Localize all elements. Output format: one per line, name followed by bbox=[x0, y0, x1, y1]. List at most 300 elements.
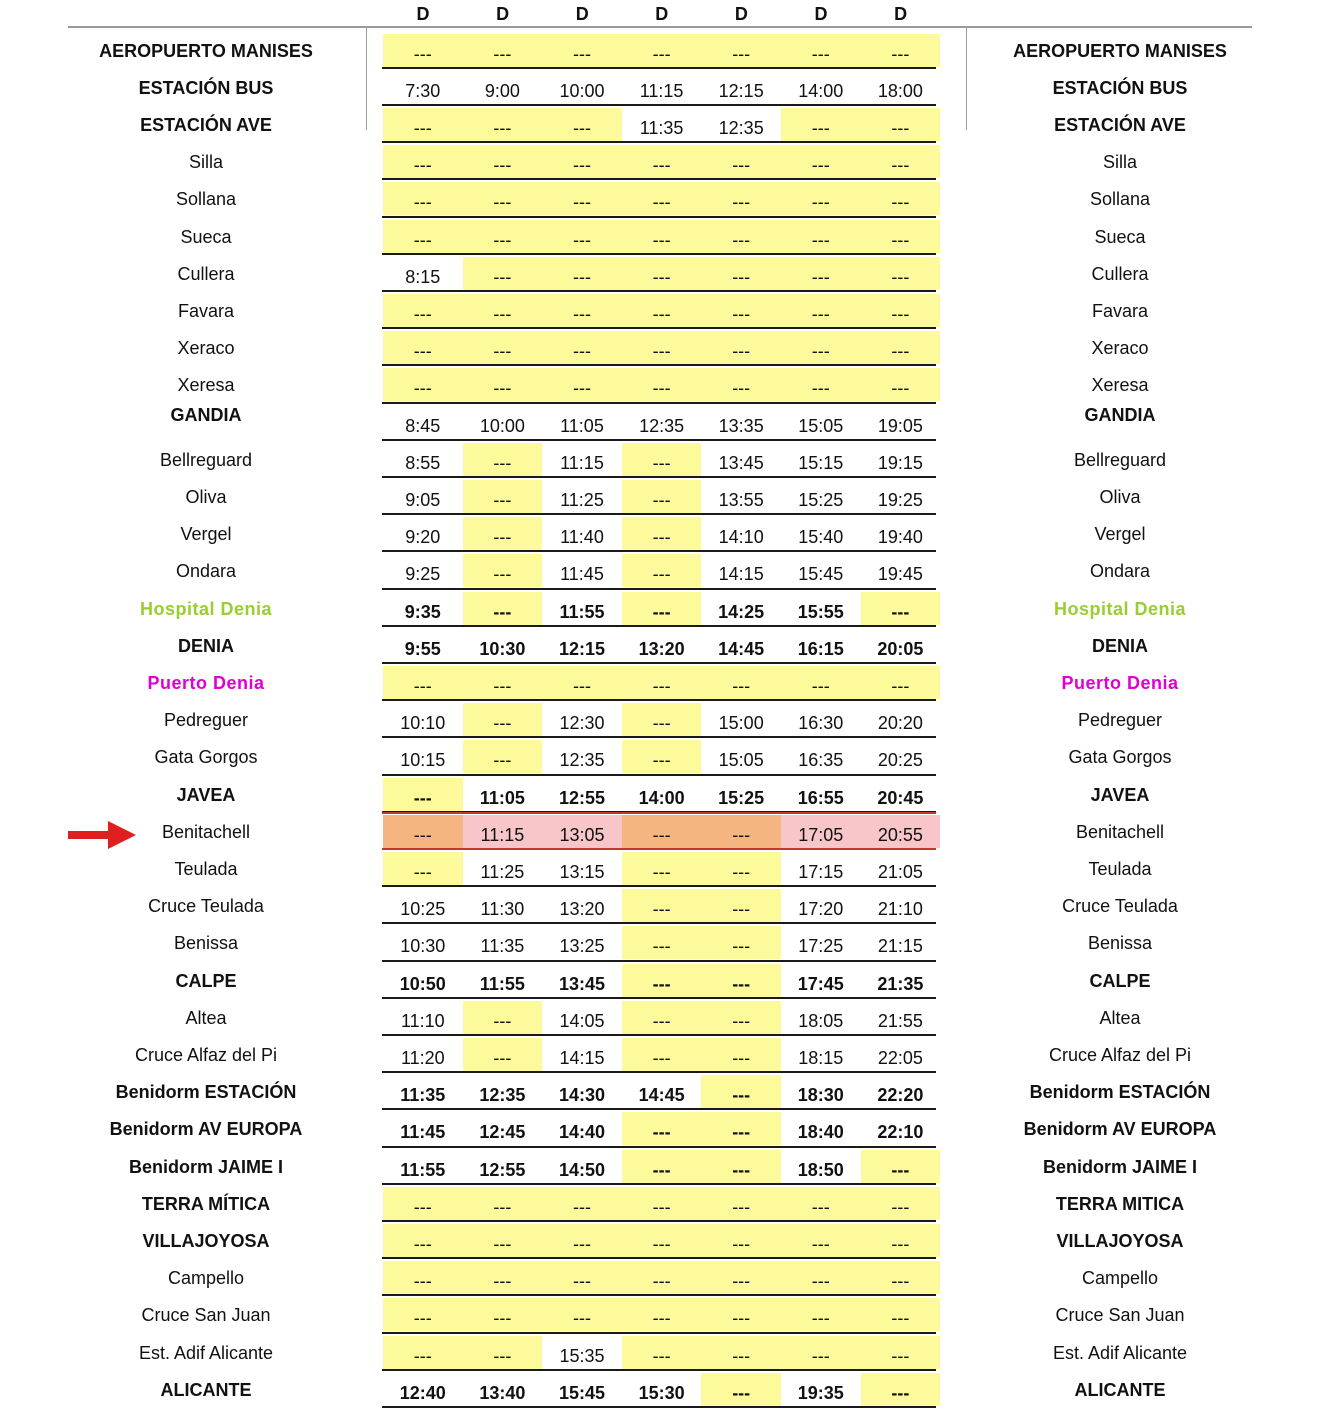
time-cell: 15:25 bbox=[701, 778, 781, 811]
time-cell: 14:15 bbox=[701, 554, 781, 587]
station-label-right: ESTACIÓN AVE bbox=[1054, 114, 1186, 135]
time-cell: --- bbox=[622, 964, 702, 997]
time-cell: 7:30 bbox=[383, 71, 463, 104]
time-cell: --- bbox=[622, 443, 702, 476]
time-cell: --- bbox=[383, 34, 463, 67]
time-cell: --- bbox=[622, 1038, 702, 1071]
time-cell: 14:40 bbox=[542, 1112, 622, 1145]
time-cell: 16:35 bbox=[781, 740, 861, 773]
station-label-right: Cruce San Juan bbox=[1055, 1305, 1185, 1326]
time-cell: --- bbox=[463, 1001, 543, 1034]
time-cell: --- bbox=[781, 34, 861, 67]
station-label-right: Sollana bbox=[1089, 189, 1151, 210]
time-cell: 15:55 bbox=[781, 592, 861, 625]
time-cell: --- bbox=[542, 220, 622, 253]
time-cell: --- bbox=[463, 1038, 543, 1071]
time-cell: --- bbox=[383, 368, 463, 401]
row-rule bbox=[382, 997, 936, 999]
station-label-right: Teulada bbox=[1088, 858, 1152, 879]
station-label-left: AEROPUERTO MANISES bbox=[99, 40, 313, 61]
time-cell: 14:45 bbox=[701, 629, 781, 662]
time-cell: --- bbox=[622, 740, 702, 773]
time-cell: --- bbox=[622, 1336, 702, 1369]
time-cell: 8:45 bbox=[383, 406, 463, 439]
time-cell: --- bbox=[463, 182, 543, 215]
time-cell: 14:45 bbox=[622, 1075, 702, 1108]
time-cell: 17:05 bbox=[781, 815, 861, 848]
station-label-left: ESTACIÓN AVE bbox=[140, 114, 272, 135]
time-cell: 9:55 bbox=[383, 629, 463, 662]
time-cell: --- bbox=[463, 1224, 543, 1257]
row-rule bbox=[382, 848, 936, 850]
time-cell: 13:15 bbox=[542, 852, 622, 885]
row-rule bbox=[382, 662, 936, 664]
station-label-right: Pedreguer bbox=[1077, 710, 1163, 731]
time-cell: 20:25 bbox=[861, 740, 941, 773]
time-cell: --- bbox=[463, 1336, 543, 1369]
time-cell: --- bbox=[781, 220, 861, 253]
station-label-left: Benidorm ESTACIÓN bbox=[115, 1082, 297, 1103]
time-cell: --- bbox=[622, 592, 702, 625]
time-cell: --- bbox=[383, 1298, 463, 1331]
time-cell: --- bbox=[701, 368, 781, 401]
time-cell: 14:15 bbox=[542, 1038, 622, 1071]
station-label-right: Cruce Alfaz del Pi bbox=[1048, 1044, 1192, 1065]
red-arrow-right-icon bbox=[68, 821, 136, 849]
time-cell: --- bbox=[463, 331, 543, 364]
station-label-right: Benidorm ESTACIÓN bbox=[1029, 1082, 1211, 1103]
time-cell: 13:35 bbox=[701, 406, 781, 439]
time-cell: --- bbox=[861, 1298, 941, 1331]
time-cell: 21:05 bbox=[861, 852, 941, 885]
station-label-left: Benidorm JAIME I bbox=[128, 1156, 284, 1177]
time-cell: --- bbox=[701, 1298, 781, 1331]
station-label-left: Cullera bbox=[177, 263, 235, 284]
station-label-left: Benissa bbox=[173, 933, 239, 954]
row-rule bbox=[382, 1108, 936, 1110]
time-cell: 9:25 bbox=[383, 554, 463, 587]
station-label-left: DENIA bbox=[177, 635, 234, 656]
time-cell: 20:20 bbox=[861, 703, 941, 736]
station-label-right: Oliva bbox=[1099, 486, 1141, 507]
station-label-left: Vergel bbox=[180, 524, 232, 545]
time-cell: 11:35 bbox=[622, 108, 702, 141]
time-cell: 13:20 bbox=[622, 629, 702, 662]
row-rule bbox=[382, 550, 936, 552]
time-cell: 14:10 bbox=[701, 517, 781, 550]
time-cell: 17:45 bbox=[781, 964, 861, 997]
station-label-left: Cruce San Juan bbox=[141, 1305, 271, 1326]
station-label-left: Pedreguer bbox=[163, 710, 249, 731]
time-cell: 11:55 bbox=[542, 592, 622, 625]
time-cell: 11:55 bbox=[383, 1150, 463, 1183]
station-label-left: ALICANTE bbox=[160, 1379, 252, 1400]
row-rule bbox=[382, 774, 936, 776]
time-cell: 20:55 bbox=[861, 815, 941, 848]
time-cell: --- bbox=[861, 294, 941, 327]
row-rule bbox=[382, 253, 936, 255]
time-cell: --- bbox=[701, 926, 781, 959]
time-cell: 22:05 bbox=[861, 1038, 941, 1071]
time-cell: --- bbox=[463, 294, 543, 327]
column-header: D bbox=[734, 4, 748, 24]
time-cell: --- bbox=[781, 182, 861, 215]
station-label-left: Benitachell bbox=[161, 821, 251, 842]
time-cell: --- bbox=[383, 666, 463, 699]
station-label-left: Puerto Denia bbox=[147, 672, 265, 693]
station-label-right: Benidorm AV EUROPA bbox=[1023, 1119, 1217, 1140]
time-cell: --- bbox=[861, 368, 941, 401]
time-cell: 21:15 bbox=[861, 926, 941, 959]
station-label-left: Sueca bbox=[180, 226, 232, 247]
time-cell: 11:30 bbox=[463, 889, 543, 922]
row-rule bbox=[382, 1257, 936, 1259]
time-cell: --- bbox=[701, 1001, 781, 1034]
time-cell: --- bbox=[861, 220, 941, 253]
time-cell: --- bbox=[622, 1298, 702, 1331]
station-label-right: Vergel bbox=[1094, 524, 1146, 545]
time-cell: --- bbox=[463, 443, 543, 476]
time-cell: 12:40 bbox=[383, 1373, 463, 1406]
station-label-right: Bellreguard bbox=[1073, 449, 1167, 470]
station-label-left: Hospital Denia bbox=[139, 598, 273, 619]
station-label-left: Bellreguard bbox=[159, 449, 253, 470]
time-cell: 15:35 bbox=[542, 1336, 622, 1369]
time-cell: --- bbox=[701, 852, 781, 885]
time-cell: --- bbox=[622, 34, 702, 67]
time-cell: --- bbox=[463, 703, 543, 736]
time-cell: 14:50 bbox=[542, 1150, 622, 1183]
time-cell: --- bbox=[463, 220, 543, 253]
time-cell: 18:05 bbox=[781, 1001, 861, 1034]
time-cell: 11:35 bbox=[463, 926, 543, 959]
time-cell: --- bbox=[861, 257, 941, 290]
time-cell: --- bbox=[861, 34, 941, 67]
time-cell: --- bbox=[781, 294, 861, 327]
time-cell: 19:35 bbox=[781, 1373, 861, 1406]
time-cell: --- bbox=[701, 964, 781, 997]
time-cell: --- bbox=[861, 1150, 941, 1183]
time-cell: 14:00 bbox=[781, 71, 861, 104]
time-cell: 13:55 bbox=[701, 480, 781, 513]
time-cell: 21:35 bbox=[861, 964, 941, 997]
time-cell: --- bbox=[463, 1261, 543, 1294]
time-cell: 13:45 bbox=[701, 443, 781, 476]
station-label-left: CALPE bbox=[175, 970, 237, 991]
time-cell: 15:15 bbox=[781, 443, 861, 476]
time-cell: --- bbox=[383, 1224, 463, 1257]
station-label-right: Xeresa bbox=[1091, 375, 1149, 396]
row-rule bbox=[382, 588, 936, 590]
time-cell: 19:40 bbox=[861, 517, 941, 550]
time-cell: 11:25 bbox=[463, 852, 543, 885]
time-cell: 8:15 bbox=[383, 257, 463, 290]
time-cell: --- bbox=[542, 368, 622, 401]
station-label-left: ESTACIÓN BUS bbox=[138, 77, 274, 98]
time-cell: --- bbox=[383, 145, 463, 178]
time-cell: --- bbox=[463, 480, 543, 513]
time-cell: 18:00 bbox=[861, 71, 941, 104]
time-cell: --- bbox=[622, 889, 702, 922]
station-label-right: GANDIA bbox=[1084, 404, 1156, 425]
station-label-right: Gata Gorgos bbox=[1068, 747, 1172, 768]
time-cell: 8:55 bbox=[383, 443, 463, 476]
row-rule bbox=[382, 885, 936, 887]
time-cell: --- bbox=[781, 145, 861, 178]
time-cell: --- bbox=[701, 815, 781, 848]
time-cell: --- bbox=[622, 145, 702, 178]
row-rule bbox=[382, 736, 936, 738]
time-cell: --- bbox=[383, 108, 463, 141]
time-cell: --- bbox=[861, 592, 941, 625]
header-rule bbox=[68, 26, 1252, 28]
time-cell: --- bbox=[861, 331, 941, 364]
time-cell: --- bbox=[781, 1298, 861, 1331]
station-label-right: Ondara bbox=[1089, 561, 1151, 582]
time-cell: --- bbox=[781, 1261, 861, 1294]
time-cell: --- bbox=[463, 1187, 543, 1220]
time-cell: --- bbox=[542, 331, 622, 364]
station-label-right: Benidorm JAIME I bbox=[1042, 1156, 1198, 1177]
row-rule bbox=[382, 625, 936, 627]
time-cell: --- bbox=[701, 1038, 781, 1071]
time-cell: --- bbox=[463, 592, 543, 625]
time-cell: --- bbox=[542, 1187, 622, 1220]
time-cell: --- bbox=[781, 257, 861, 290]
time-cell: 12:30 bbox=[542, 703, 622, 736]
station-label-left: TERRA MÍTICA bbox=[141, 1193, 271, 1214]
time-cell: --- bbox=[622, 1150, 702, 1183]
time-cell: --- bbox=[622, 480, 702, 513]
time-cell: --- bbox=[542, 1298, 622, 1331]
time-cell: 18:15 bbox=[781, 1038, 861, 1071]
row-rule bbox=[382, 290, 936, 292]
station-label-right: Benitachell bbox=[1075, 821, 1165, 842]
time-cell: 11:15 bbox=[463, 815, 543, 848]
station-label-left: VILLAJOYOSA bbox=[142, 1230, 270, 1251]
time-cell: --- bbox=[542, 666, 622, 699]
time-cell: 15:25 bbox=[781, 480, 861, 513]
time-cell: --- bbox=[463, 34, 543, 67]
time-cell: 19:45 bbox=[861, 554, 941, 587]
station-label-left: Ondara bbox=[175, 561, 237, 582]
time-cell: 17:25 bbox=[781, 926, 861, 959]
time-cell: --- bbox=[622, 517, 702, 550]
station-label-right: AEROPUERTO MANISES bbox=[1013, 40, 1227, 61]
station-label-left: Oliva bbox=[185, 486, 227, 507]
column-header: D bbox=[894, 4, 908, 24]
right-divider bbox=[966, 28, 967, 130]
time-cell: --- bbox=[701, 1373, 781, 1406]
row-rule bbox=[382, 141, 936, 143]
time-cell: 11:15 bbox=[542, 443, 622, 476]
station-label-left: Teulada bbox=[174, 858, 238, 879]
time-cell: --- bbox=[463, 554, 543, 587]
time-cell: --- bbox=[463, 517, 543, 550]
time-cell: 19:15 bbox=[861, 443, 941, 476]
time-cell: 12:55 bbox=[463, 1150, 543, 1183]
time-cell: --- bbox=[781, 666, 861, 699]
time-cell: 18:40 bbox=[781, 1112, 861, 1145]
time-cell: 9:35 bbox=[383, 592, 463, 625]
station-label-right: Benissa bbox=[1087, 933, 1153, 954]
row-rule bbox=[382, 1369, 936, 1371]
time-cell: 15:40 bbox=[781, 517, 861, 550]
time-cell: --- bbox=[463, 666, 543, 699]
station-label-right: ALICANTE bbox=[1074, 1379, 1166, 1400]
station-label-right: Est. Adif Alicante bbox=[1052, 1342, 1188, 1363]
station-label-right: ESTACIÓN BUS bbox=[1052, 77, 1188, 98]
station-label-right: Puerto Denia bbox=[1061, 672, 1179, 693]
row-rule bbox=[382, 922, 936, 924]
station-label-left: Silla bbox=[188, 152, 223, 173]
time-cell: --- bbox=[383, 1187, 463, 1220]
row-rule bbox=[382, 216, 936, 218]
time-cell: 18:30 bbox=[781, 1075, 861, 1108]
row-rule bbox=[382, 1034, 936, 1036]
station-label-right: Altea bbox=[1099, 1007, 1141, 1028]
column-header: D bbox=[575, 4, 589, 24]
time-cell: --- bbox=[622, 1224, 702, 1257]
time-cell: --- bbox=[622, 257, 702, 290]
time-cell: 17:20 bbox=[781, 889, 861, 922]
station-label-right: Hospital Denia bbox=[1053, 598, 1187, 619]
station-label-left: Cruce Alfaz del Pi bbox=[134, 1044, 278, 1065]
time-cell: 11:05 bbox=[463, 778, 543, 811]
row-rule bbox=[382, 364, 936, 366]
time-cell: --- bbox=[622, 554, 702, 587]
column-header: D bbox=[655, 4, 669, 24]
time-cell: --- bbox=[622, 220, 702, 253]
time-cell: --- bbox=[701, 294, 781, 327]
row-rule bbox=[382, 327, 936, 329]
station-label-left: Cruce Teulada bbox=[148, 896, 264, 917]
time-cell: 12:35 bbox=[622, 406, 702, 439]
time-cell: --- bbox=[701, 889, 781, 922]
time-cell: 13:25 bbox=[542, 926, 622, 959]
time-cell: --- bbox=[463, 257, 543, 290]
time-cell: 14:30 bbox=[542, 1075, 622, 1108]
station-label-right: TERRA MITICA bbox=[1055, 1193, 1185, 1214]
station-label-left: Est. Adif Alicante bbox=[138, 1342, 274, 1363]
time-cell: 11:10 bbox=[383, 1001, 463, 1034]
time-cell: 22:10 bbox=[861, 1112, 941, 1145]
time-cell: 12:15 bbox=[542, 629, 622, 662]
time-cell: --- bbox=[622, 815, 702, 848]
time-cell: 12:15 bbox=[701, 71, 781, 104]
time-cell: 22:20 bbox=[861, 1075, 941, 1108]
time-cell: --- bbox=[542, 257, 622, 290]
row-rule bbox=[382, 699, 936, 701]
station-label-right: Campello bbox=[1081, 1268, 1159, 1289]
time-cell: 21:10 bbox=[861, 889, 941, 922]
station-label-left: GANDIA bbox=[170, 404, 242, 425]
time-cell: --- bbox=[463, 145, 543, 178]
time-cell: --- bbox=[383, 294, 463, 327]
time-cell: --- bbox=[701, 1112, 781, 1145]
time-cell: --- bbox=[622, 666, 702, 699]
time-cell: --- bbox=[383, 815, 463, 848]
time-cell: 11:40 bbox=[542, 517, 622, 550]
station-label-left: Xeraco bbox=[177, 338, 235, 359]
time-cell: --- bbox=[781, 1336, 861, 1369]
time-cell: --- bbox=[861, 108, 941, 141]
time-cell: --- bbox=[861, 1261, 941, 1294]
time-cell: --- bbox=[701, 1336, 781, 1369]
station-label-left: Xeresa bbox=[177, 375, 235, 396]
station-label-right: DENIA bbox=[1091, 635, 1148, 656]
time-cell: 10:30 bbox=[463, 629, 543, 662]
column-header: D bbox=[814, 4, 828, 24]
column-header: D bbox=[496, 4, 510, 24]
row-rule bbox=[382, 1220, 936, 1222]
time-cell: --- bbox=[861, 1224, 941, 1257]
station-label-left: Favara bbox=[177, 300, 235, 321]
time-cell: --- bbox=[383, 1261, 463, 1294]
time-cell: --- bbox=[781, 331, 861, 364]
time-cell: 15:45 bbox=[781, 554, 861, 587]
station-label-left: Gata Gorgos bbox=[154, 747, 258, 768]
time-cell: 11:55 bbox=[463, 964, 543, 997]
row-rule bbox=[382, 1406, 936, 1408]
time-cell: --- bbox=[622, 1001, 702, 1034]
time-cell: 11:20 bbox=[383, 1038, 463, 1071]
time-cell: --- bbox=[622, 703, 702, 736]
time-cell: 12:45 bbox=[463, 1112, 543, 1145]
station-label-right: CALPE bbox=[1089, 970, 1151, 991]
time-cell: --- bbox=[542, 145, 622, 178]
time-cell: 10:50 bbox=[383, 964, 463, 997]
time-cell: 10:25 bbox=[383, 889, 463, 922]
row-rule bbox=[382, 812, 936, 814]
time-cell: 10:00 bbox=[542, 71, 622, 104]
left-divider bbox=[366, 28, 367, 130]
time-cell: 13:05 bbox=[542, 815, 622, 848]
time-cell: 11:35 bbox=[383, 1075, 463, 1108]
station-label-right: Cullera bbox=[1091, 263, 1149, 284]
time-cell: 10:00 bbox=[463, 406, 543, 439]
station-label-right: Silla bbox=[1102, 152, 1137, 173]
time-cell: 20:45 bbox=[861, 778, 941, 811]
time-cell: 13:20 bbox=[542, 889, 622, 922]
time-cell: --- bbox=[701, 1261, 781, 1294]
time-cell: --- bbox=[701, 257, 781, 290]
station-label-right: Xeraco bbox=[1091, 338, 1149, 359]
row-rule bbox=[382, 1071, 936, 1073]
time-cell: --- bbox=[861, 145, 941, 178]
time-cell: --- bbox=[542, 34, 622, 67]
time-cell: --- bbox=[701, 182, 781, 215]
time-cell: --- bbox=[861, 1373, 941, 1406]
time-cell: --- bbox=[701, 331, 781, 364]
time-cell: --- bbox=[861, 666, 941, 699]
time-cell: --- bbox=[701, 666, 781, 699]
row-rule bbox=[382, 67, 936, 69]
time-cell: --- bbox=[781, 108, 861, 141]
row-rule bbox=[382, 439, 936, 441]
row-rule bbox=[382, 513, 936, 515]
time-cell: --- bbox=[542, 1224, 622, 1257]
time-cell: --- bbox=[781, 1187, 861, 1220]
row-rule bbox=[382, 1183, 936, 1185]
time-cell: --- bbox=[383, 220, 463, 253]
time-cell: 15:45 bbox=[542, 1373, 622, 1406]
time-cell: 18:50 bbox=[781, 1150, 861, 1183]
row-rule bbox=[382, 402, 936, 404]
time-cell: 12:35 bbox=[463, 1075, 543, 1108]
time-cell: 14:00 bbox=[622, 778, 702, 811]
time-cell: --- bbox=[701, 145, 781, 178]
